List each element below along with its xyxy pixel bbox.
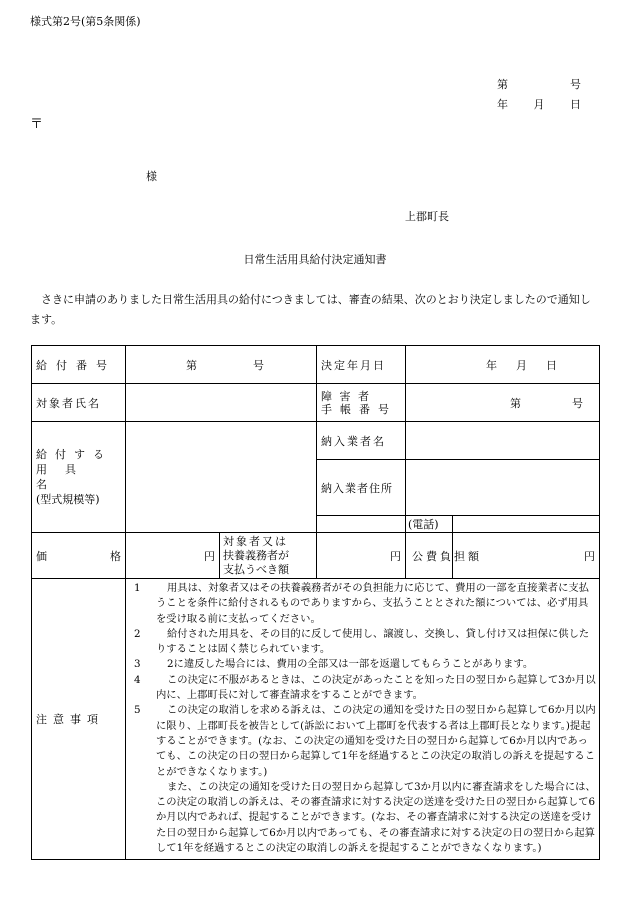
handbook-label-line2: 手帳番号 — [321, 402, 397, 416]
payer-label-line1: 対象者又は — [223, 534, 288, 548]
decision-date-day: 日 — [546, 358, 557, 372]
postal-mark: 〒 — [30, 117, 44, 132]
note-number: 1 — [134, 582, 141, 594]
note-number: 4 — [134, 673, 141, 686]
decision-date-month: 月 — [516, 358, 527, 372]
note-text: 用具は、対象者又はその扶養義務者がその負担能力に応じて、費用の一部を直接業者に支払うことを条件に給付されるものでありますから、支払うこととされた額については、必ず用具を受け取る前に支払ってください。 — [156, 582, 589, 625]
benefit-number-suffix: 号 — [253, 358, 264, 372]
note-number: 2 — [134, 627, 141, 640]
handbook-number-suffix: 号 — [572, 396, 583, 410]
document-number — [497, 76, 581, 92]
equipment-label-line1: 給付する — [36, 448, 112, 461]
decision-table — [31, 345, 600, 860]
note-item — [130, 703, 597, 779]
table-row — [32, 579, 600, 860]
form-number: 様式第2号(第5条関係) — [30, 15, 141, 28]
note-text: この決定の取消しを求める訴えは、この決定の通知を受けた日の翌日から起算して6か月以内に限り、上郡町長を被告として(訴訟において上郡町を代表する者は上郡町長となります。)提起することができます。(なお、この決定の通知を受けた日の翌日から起算して6か月以内であっても、この決定の日の翌日から起算して1年を経過するとこの決定の取消しの訴えを提起することができなくなります。) — [156, 704, 596, 778]
decision-date-label-text: 決定年月日 — [321, 358, 386, 372]
doc-number-prefix: 第 — [497, 78, 508, 91]
handbook-label — [317, 384, 406, 422]
table-row — [32, 384, 600, 422]
benefit-number-label — [32, 346, 126, 384]
equipment-label — [32, 422, 126, 533]
doc-date-day: 日 — [570, 98, 581, 111]
notes-label — [32, 579, 126, 860]
document-date — [497, 96, 581, 112]
price-yen: 円 — [204, 549, 215, 563]
price-value[interactable] — [126, 533, 220, 579]
notes-content — [126, 579, 600, 860]
handbook-label-line1: 障 害 者 — [321, 389, 371, 403]
subject-name-label-text: 対象者氏名 — [36, 396, 101, 410]
table-row — [32, 533, 600, 579]
note-item — [130, 581, 597, 627]
intro-paragraph: さきに申請のありました日常生活用具の給付につきましては、審査の結果、次のとおり決定しましたので通知します。 — [30, 293, 591, 326]
price-label-char2: 格 — [110, 549, 121, 563]
phone-label: (電話) — [408, 518, 439, 531]
equipment-label-line3: (型式規模等) — [36, 493, 100, 506]
handbook-number-prefix: 第 — [510, 396, 521, 410]
doc-date-year: 年 — [497, 98, 508, 111]
phone-label-cell — [406, 516, 453, 533]
equipment-label-line2: 用具名 — [36, 463, 94, 491]
benefit-number-label-text: 給付番号 — [36, 358, 116, 372]
price-label-row — [36, 548, 121, 564]
phone-value[interactable] — [453, 516, 600, 533]
supplier-address-filler — [317, 516, 406, 533]
supplier-name-value[interactable] — [406, 422, 600, 460]
table-row — [32, 346, 600, 384]
note-continuation: また、この決定の通知を受けた日の翌日から起算して3か月以内に審査請求をした場合には、この決定の取消しの訴えは、その審査請求に対する決定の送達を受けた日の翌日から起算して6か月以内であれば、提起することができます。(なお、その審査請求に対する決定の送達を受けた日の翌日から起算して6か月以内であっても、その審査請求に対する決定の日の翌日から起算して1年を経過するとこの決定の取消しの訴えを提起することができなくなります。) — [156, 780, 596, 855]
subject-name-value[interactable] — [126, 384, 317, 422]
supplier-address-value[interactable] — [406, 460, 600, 516]
note-item — [130, 657, 597, 672]
table-row — [32, 422, 600, 460]
price-label-char1: 価 — [36, 549, 47, 563]
supplier-name-label-text: 納入業者名 — [321, 434, 386, 448]
benefit-number-value[interactable] — [126, 346, 317, 384]
doc-number-suffix: 号 — [570, 78, 581, 91]
payer-amount-value[interactable] — [317, 533, 406, 579]
payer-label-line2: 扶養義務者が — [223, 548, 289, 562]
note-item — [130, 627, 597, 658]
benefit-number-prefix: 第 — [186, 358, 197, 372]
payer-label-line3: 支払うべき額 — [223, 562, 289, 576]
note-text: 給付された用具を、その目的に反して使用し、譲渡し、交換し、貸し付け又は担保に供したりすることは固く禁じられています。 — [156, 627, 590, 656]
supplier-name-label — [317, 422, 406, 460]
notes-label-text: 注意事項 — [36, 713, 104, 727]
note-item — [130, 673, 597, 704]
doc-date-month: 月 — [533, 98, 545, 111]
decision-date-value[interactable] — [406, 346, 600, 384]
note-number: 3 — [134, 658, 141, 671]
public-burden-label-text: 公費負担額 — [412, 549, 482, 563]
subject-name-label — [32, 384, 126, 422]
supplier-address-label-text: 納入業者住所 — [321, 481, 393, 495]
note-number: 5 — [134, 704, 141, 717]
note-text: 2に違反した場合には、費用の全部又は一部を返還してもらうことがあります。 — [167, 658, 534, 671]
document-title: 日常生活用具給付決定通知書 — [243, 253, 387, 266]
addressee-suffix: 様 — [146, 170, 157, 183]
payer-label — [220, 533, 317, 579]
payer-yen: 円 — [390, 549, 401, 563]
decision-date-year: 年 — [486, 358, 497, 372]
decision-date-label — [317, 346, 406, 384]
issuer: 上郡町長 — [405, 210, 449, 223]
price-label — [32, 533, 126, 579]
handbook-number-value[interactable] — [406, 384, 600, 422]
public-burden-yen: 円 — [584, 549, 595, 563]
supplier-address-label — [317, 460, 406, 516]
note-text: この決定に不服があるときは、この決定があったことを知った日の翌日から起算して3か月以内に、上郡町長に対して審査請求をすることができます。 — [156, 673, 596, 702]
equipment-value[interactable] — [126, 422, 317, 533]
public-burden-label — [406, 533, 482, 579]
